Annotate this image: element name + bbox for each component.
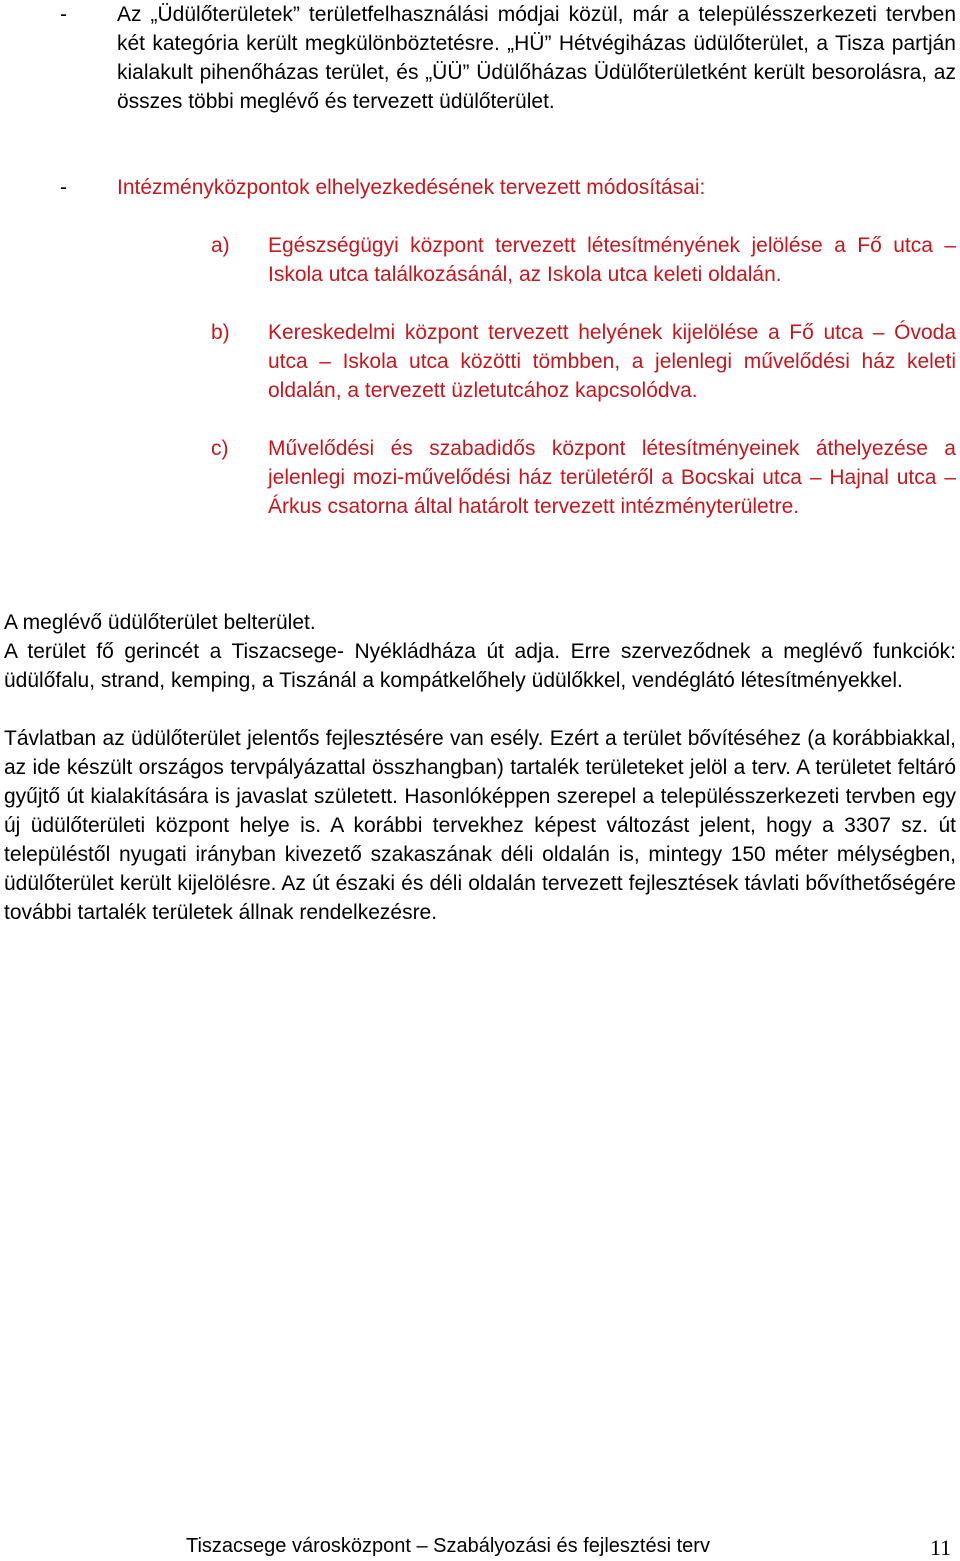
bullet-marker: -	[60, 3, 67, 26]
paragraph-gerinc: A terület fő gerincét a Tiszacsege- Nyékládháza út adja. Erre szerveződnek a meglévő funkciók: üdülőfalu, strand, kemping, a Tiszánál a kompátkelőhely üdülőkkel, vendéglátó létesítményekkel.	[4, 640, 956, 692]
paragraph-belterulet: A meglévő üdülőterület belterület.	[4, 611, 316, 634]
sub-item-b	[0, 318, 956, 405]
bullet-marker: -	[60, 176, 67, 199]
sub-item-text: Egészségügyi központ tervezett létesítményének jelölése a Fő utca – Iskola utca találkozásánál, az Iskola utca keleti oldalán.	[268, 234, 956, 286]
sub-item-letter: b)	[211, 321, 230, 344]
sub-item-letter: a)	[211, 234, 230, 257]
paragraph-tavlat: Távlatban az üdülőterület jelentős fejlesztésére van esély. Ezért a terület bővítéséhez (a korábbiakkal, az ide készült országos tervpályázattal összhangban) tartalék területeket jelöl a terv. A területet feltáró gyűjtő út kialakítására is javaslat született. Hasonlóképpen szerepel a településszerkezeti tervben egy új üdülőterületi központ helye is. A korábbi tervekhez képest változást jelent, hogy a 3307 sz. út településtől nyugati irányban kivezető szakaszának déli oldalán is, mintegy 150 méter mélységben, üdülőterület került kijelölésre. Az út északi és déli oldalán tervezett fejlesztések távlati bővíthetőségére további tartalék területek állnak rendelkezésre.	[4, 727, 956, 924]
bullet-text: Az „Üdülőterületek” területfelhasználási módjai közül, már a településszerkezeti tervben két kategória került megkülönböztetésre. „HÜ” Hétvégiházas üdülőterület, a Tisza partján kialakult pihenőházas terület, és „ÜÜ” Üdülőházas Üdülőterületként került besorolásra, az összes többi meglévő és tervezett üdülőterület.	[117, 3, 956, 113]
sub-item-text: Kereskedelmi központ tervezett helyének kijelölése a Fő utca – Óvoda utca – Iskola utca közötti tömbben, a jelenlegi művelődési ház keleti oldalán, a tervezett üzletutcához kapcsolódva.	[268, 321, 956, 402]
bullet-item-intezmeny	[0, 173, 956, 202]
sub-item-c	[0, 434, 956, 521]
bullet-item-udulo	[0, 0, 956, 116]
page-number: 11	[930, 1535, 952, 1560]
sub-item-a	[0, 231, 956, 289]
sub-item-letter: c)	[211, 437, 229, 460]
footer-title: Tiszacsege városközpont – Szabályozási és fejlesztési terv	[186, 1535, 710, 1557]
bullet-text: Intézményközpontok elhelyezkedésének tervezett módosításai:	[117, 176, 706, 199]
sub-item-text: Művelődési és szabadidős központ létesítményeinek áthelyezése a jelenlegi mozi-művelődési ház területéről a Bocskai utca – Hajnal utca – Árkus csatorna által határolt tervezett intézményterületre.	[268, 437, 956, 518]
